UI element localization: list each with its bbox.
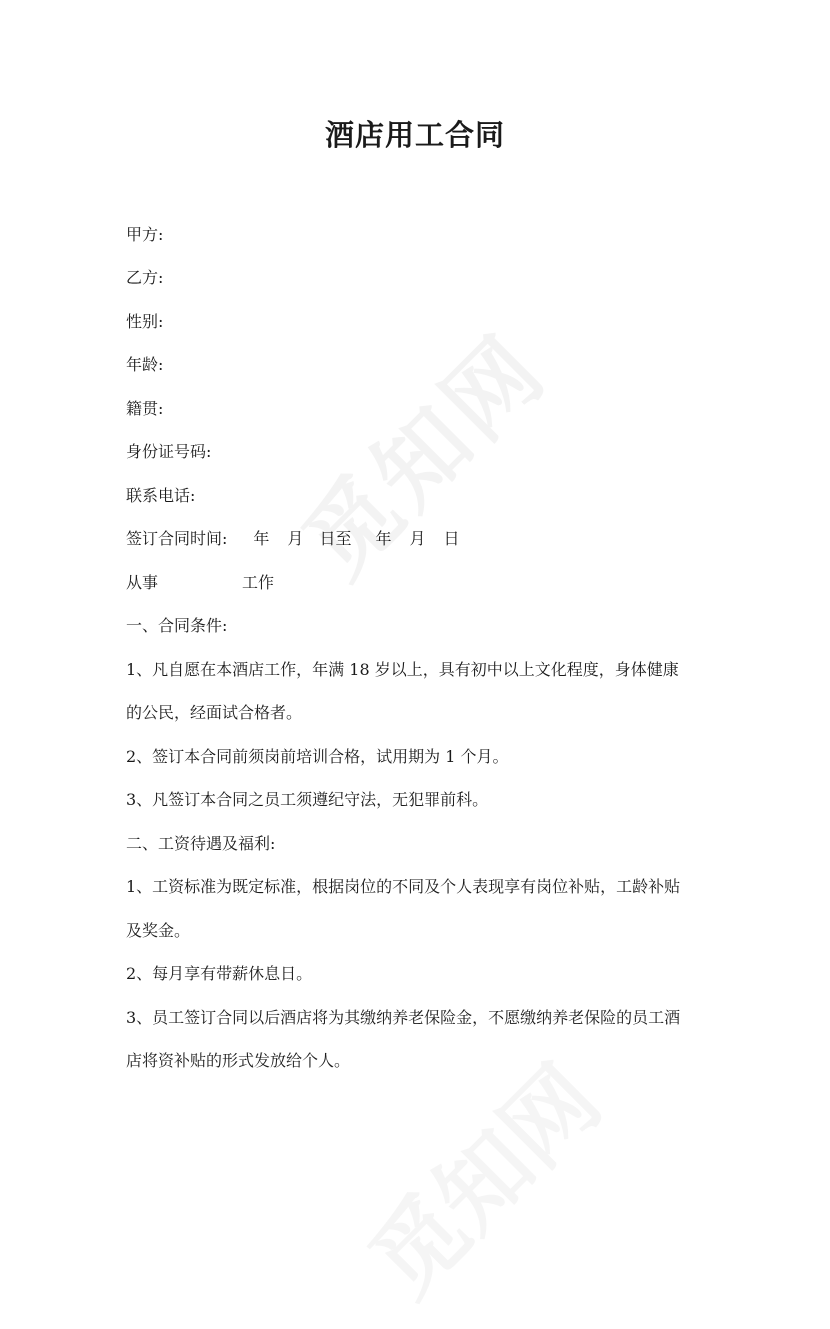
section-2-item-3-line-1: 3、员工签订合同以后酒店将为其缴纳养老保险金，不愿缴纳养老保险的员工酒 (126, 1008, 681, 1027)
origin-field: 籍贯: (126, 399, 164, 418)
engage-work-row (126, 570, 274, 593)
section-2-item-1-line-1: 1、工资标准为既定标准，根据岗位的不同及个人表现享有岗位补贴，工龄补贴 (126, 877, 681, 896)
section-1-item-1-line-2: 的公民，经面试合格者。 (126, 703, 303, 722)
party-a-field: 甲方: (126, 225, 164, 244)
end-year-label: 年 (375, 529, 392, 548)
section-2-title: 二、工资待遇及福利: (126, 834, 276, 853)
section-1-item-2: 2、签订本合同前须岗前培训合格，试用期为 1 个月。 (126, 747, 509, 766)
section-1-item-3: 3、凡签订本合同之员工须遵纪守法，无犯罪前科。 (126, 790, 489, 809)
start-year-label: 年 (253, 529, 270, 548)
gender-field: 性别: (126, 312, 164, 331)
start-month-label: 月 (287, 529, 304, 548)
watermark-bottom (327, 1023, 632, 1328)
id-number-field: 身份证号码: (126, 442, 212, 461)
watermark (267, 298, 572, 603)
section-2-item-1-line-2: 及奖金。 (126, 921, 191, 940)
age-field: 年龄: (126, 355, 164, 374)
section-1-title: 一、合同条件: (126, 616, 228, 635)
section-1-item-1-line-1: 1、凡自愿在本酒店工作，年满 18 岁以上，具有初中以上文化程度，身体健康 (126, 660, 679, 679)
sign-time-row (126, 526, 460, 549)
section-2-item-3-line-2: 店将资补贴的形式发放给个人。 (126, 1051, 351, 1070)
party-b-field: 乙方: (126, 268, 164, 287)
end-day-label: 日 (443, 529, 460, 548)
sign-time-label: 签订合同时间: (126, 529, 228, 548)
end-month-label: 月 (409, 529, 426, 548)
document-title: 酒店用工合同 (324, 118, 505, 152)
section-2-item-2: 2、每月享有带薪休息日。 (126, 964, 313, 983)
start-day-to-label: 日至 (319, 529, 352, 548)
work-label: 工作 (242, 573, 275, 592)
phone-field: 联系电话: (126, 486, 196, 505)
engage-label: 从事 (126, 573, 159, 592)
